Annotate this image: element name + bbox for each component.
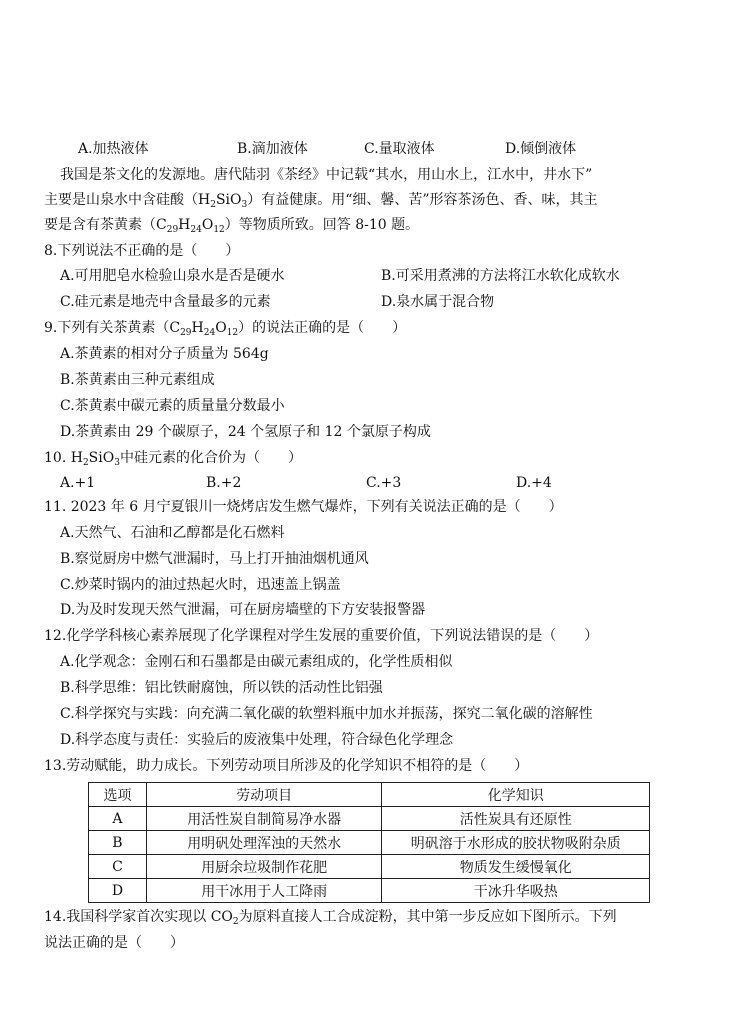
q8-stem: 8.下列说法不正确的是（ ） [44, 243, 240, 259]
table-cell: 物质发生缓慢氧化 [382, 855, 650, 879]
table-cell: 用厨余垃圾制作花肥 [146, 855, 382, 879]
table-cell: 用活性炭自制简易净水器 [146, 807, 382, 831]
table-row [89, 879, 650, 903]
q12-option-c: C.科学探究与实践：向充满二氧化碳的软塑料瓶中加水并振荡，探究二氧化碳的溶解性 [60, 706, 593, 722]
q9-option-c: C.茶黄素中碳元素的质量量分数最小 [60, 398, 285, 414]
q12-stem: 12.化学学科核心素养展现了化学课程对学生发展的重要价值，下列说法错误的是（ ） [44, 628, 599, 644]
q8-option-d: D.泉水属于混合物 [381, 294, 495, 310]
q11-option-c: C.炒菜时锅内的油过热起火时，迅速盖上锅盖 [60, 577, 341, 593]
table-row [89, 831, 650, 855]
q7-option-d: D.倾倒液体 [505, 141, 577, 157]
q7-option-a: A.加热液体 [78, 141, 149, 157]
q7-option-c: C.量取液体 [364, 141, 435, 157]
table-row [89, 855, 650, 879]
table-header-cell: 化学知识 [382, 783, 650, 807]
q13-stem: 13.劳动赋能，助力成长。下列劳动项目所涉及的化学知识不相符的是（ ） [44, 758, 529, 774]
table-cell: C [89, 855, 147, 879]
q12-option-d: D.科学态度与责任：实验后的废液集中处理，符合绿色化学理念 [60, 732, 454, 748]
q10-stem: 10. $H_2SiO_3$中硅元素的化合价为（ ） [44, 450, 302, 468]
table-cell: 干冰升华吸热 [382, 879, 650, 903]
q11-option-b: B.察觉厨房中燃气泄漏时，马上打开抽油烟机通风 [60, 551, 369, 567]
q8-option-b: B.可采用煮沸的方法将江水软化成软水 [381, 268, 620, 284]
q10-option-a: A.+1 [60, 475, 96, 491]
q8-option-a: A.可用肥皂水检验山泉水是否是硬水 [60, 268, 285, 284]
table-cell: B [89, 831, 147, 855]
q14-stem-line-1: 14.我国科学家首次实现以 $CO_2$为原料直接人工合成淀粉，其中第一步反应如下图所示。下列 [44, 909, 617, 927]
table-cell: D [89, 879, 147, 903]
q12-option-b: B.科学思维：铝比铁耐腐蚀，所以铁的活动性比铝强 [60, 680, 383, 696]
passage-line-3: 要是含有茶黄素$(C_{29}H_{24}O_{12})$等物质所致。回答 8-10 题。 [44, 217, 420, 235]
q11-option-a: A.天然气、石油和乙醇都是化石燃料 [60, 525, 285, 541]
table-header-row [89, 783, 650, 807]
table-header-cell: 劳动项目 [146, 783, 382, 807]
table-cell: 用干冰用于人工降雨 [146, 879, 382, 903]
passage-line-2: 主要是山泉水中含硅酸$(H_2SiO_3)$有益健康。用“细、馨、苦”形容茶汤色、香、味，其主 [44, 192, 598, 210]
table-cell: 明矾溶于水形成的胶状物吸附杂质 [382, 831, 650, 855]
q10-option-d: D.+4 [516, 475, 552, 491]
q13-table [88, 782, 650, 903]
q9-option-d: D.茶黄素由 29 个碳原子，24 个氢原子和 12 个氯原子构成 [60, 424, 431, 440]
q12-option-a: A.化学观念：金刚石和石墨都是由碳元素组成的，化学性质相似 [60, 654, 453, 670]
q10-option-c: C.+3 [366, 475, 402, 491]
q14-stem-line-2: 说法正确的是（ ） [44, 935, 184, 951]
q9-option-b: B.茶黄素由三种元素组成 [60, 372, 215, 388]
table-row [89, 807, 650, 831]
q11-stem: 11. 2023 年 6 月宁夏银川一烧烤店发生燃气爆炸，下列有关说法正确的是（ ） [44, 499, 563, 515]
q11-option-d: D.为及时发现天然气泄漏，可在厨房墙壁的下方安装报警器 [60, 602, 426, 618]
passage-line-1: 我国是茶文化的发源地。唐代陆羽《茶经》中记载“其水，用山水上，江水中，井水下” [60, 167, 593, 183]
q9-stem: 9.下列有关茶黄素$(C_{29}H_{24}O_{12})$的说法正确的是（ ） [44, 320, 407, 338]
table-cell: 活性炭具有还原性 [382, 807, 650, 831]
q10-option-b: B.+2 [206, 475, 242, 491]
table-cell: 用明矾处理浑浊的天然水 [146, 831, 382, 855]
q8-option-c: C.硅元素是地壳中含量最多的元素 [60, 294, 271, 310]
table-cell: A [89, 807, 147, 831]
q9-option-a: A.茶黄素的相对分子质量为 564g [60, 346, 269, 362]
table-header-cell: 选项 [89, 783, 147, 807]
q7-option-b: B.滴加液体 [237, 141, 308, 157]
